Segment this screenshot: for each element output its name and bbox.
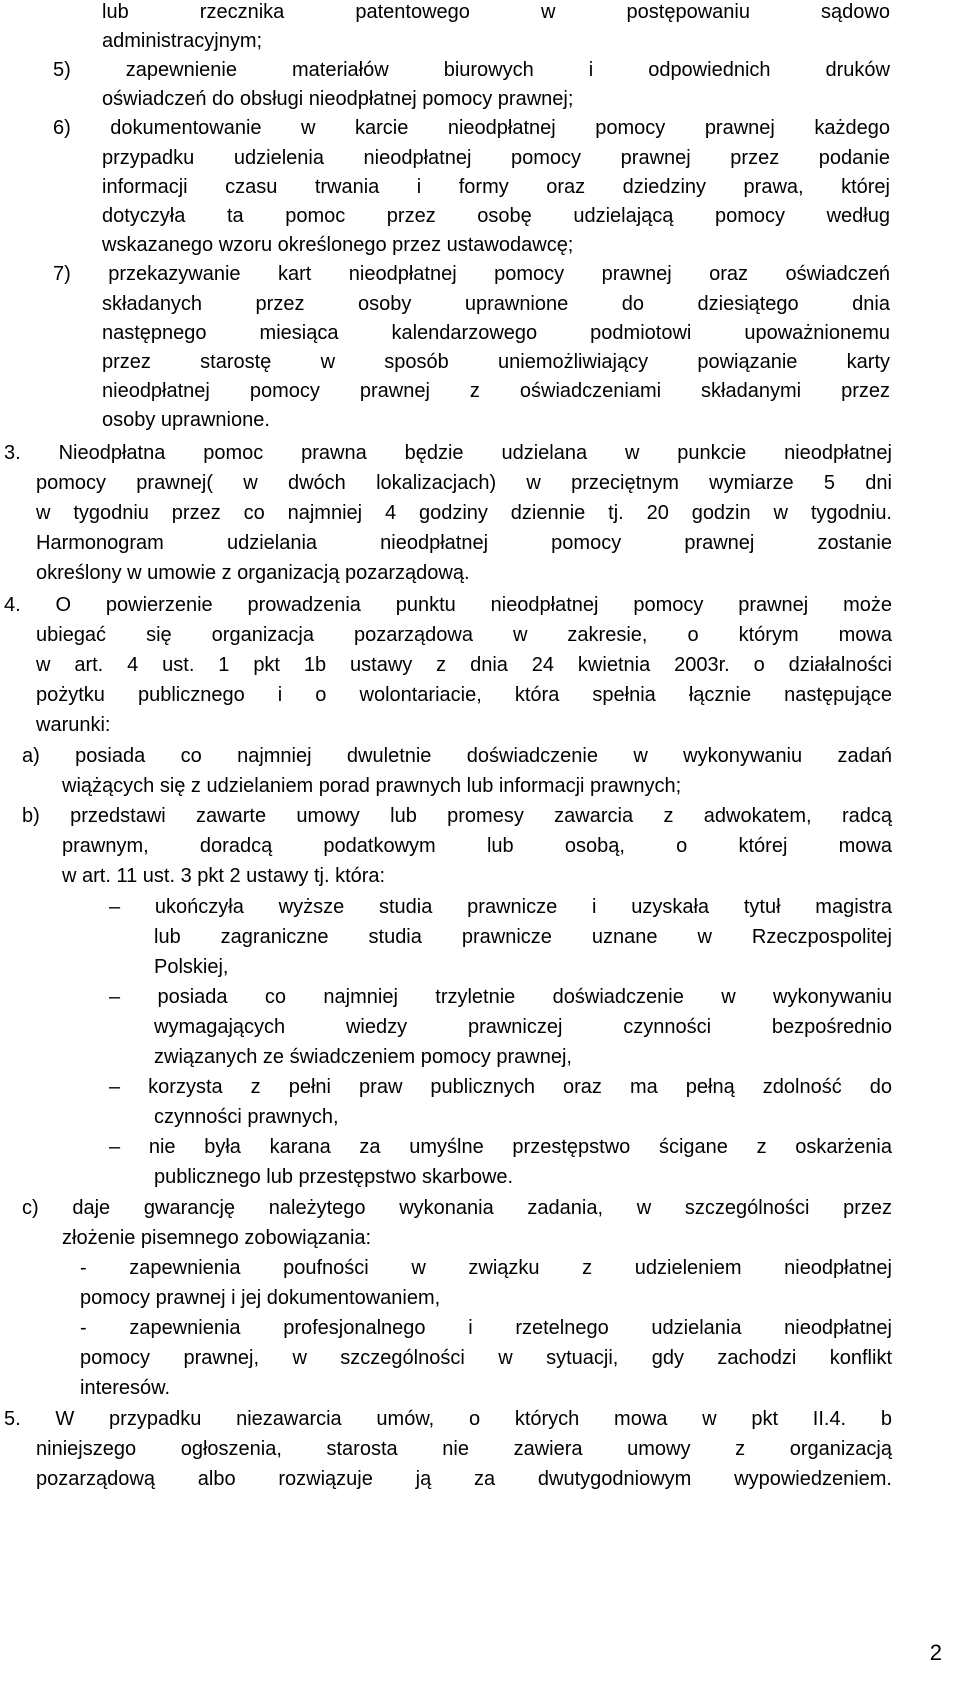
text-line: oświadczeń do obsługi nieodpłatnej pomocy prawnej; (102, 88, 574, 110)
text-line: 7) przekazywanie kart nieodpłatnej pomocy prawnej oraz oświadczeń (53, 263, 890, 285)
text-line: Polskiej, (154, 956, 229, 978)
text-line: w tygodniu przez co najmniej 4 godziny dziennie tj. 20 godzin w tygodniu. (36, 502, 892, 524)
text-line: – posiada co najmniej trzyletnie doświadczenie w wykonywaniu (109, 986, 892, 1008)
text-line: pożytku publicznego i o wolontariacie, która spełnia łącznie następujące (36, 684, 892, 706)
text-line: warunki: (36, 714, 111, 736)
text-line: prawnym, doradcą podatkowym lub osobą, o której mowa (62, 835, 892, 857)
text-line: 3. Nieodpłatna pomoc prawna będzie udzielana w punkcie nieodpłatnej (4, 442, 892, 464)
text-line: administracyjnym; (102, 30, 263, 52)
text-line: 5. W przypadku niezawarcia umów, o których mowa w pkt II.4. b (4, 1408, 892, 1430)
text-line: - zapewnienia poufności w związku z udzieleniem nieodpłatnej (80, 1257, 892, 1279)
text-line: – nie była karana za umyślne przestępstwo ścigane z oskarżenia (109, 1136, 892, 1158)
text-line: nieodpłatnej pomocy prawnej z oświadczeniami składanymi przez (102, 380, 890, 402)
text-line: niniejszego ogłoszenia, starosta nie zawiera umowy z organizacją (36, 1438, 892, 1460)
text-line: b) przedstawi zawarte umowy lub promesy zawarcia z adwokatem, radcą (22, 805, 892, 827)
text-line: ubiegać się organizacja pozarządowa w zakresie, o którym mowa (36, 624, 892, 646)
text-line: pomocy prawnej( w dwóch lokalizacjach) w przeciętnym wymiarze 5 dni (36, 472, 892, 494)
text-line: pozarządową albo rozwiązuje ją za dwutygodniowym wypowiedzeniem. (36, 1468, 892, 1490)
text-line: przez starostę w sposób uniemożliwiający powiązanie karty (102, 351, 890, 373)
text-line: pomocy prawnej i jej dokumentowaniem, (80, 1287, 441, 1309)
text-line: wskazanego wzoru określonego przez ustawodawcę; (102, 234, 574, 256)
text-line: 6) dokumentowanie w karcie nieodpłatnej pomocy prawnej każdego (53, 117, 890, 139)
text-line: wymagających wiedzy prawniczej czynności bezpośrednio (154, 1016, 892, 1038)
text-line: Harmonogram udzielania nieodpłatnej pomocy prawnej zostanie (36, 532, 892, 554)
text-line: w art. 11 ust. 3 pkt 2 ustawy tj. która: (62, 865, 386, 887)
text-line: - zapewnienia profesjonalnego i rzetelnego udzielania nieodpłatnej (80, 1317, 892, 1339)
text-line: następnego miesiąca kalendarzowego podmiotowi upoważnionemu (102, 322, 890, 344)
text-line: wiążących się z udzielaniem porad prawnych lub informacji prawnych; (62, 775, 682, 797)
text-line: czynności prawnych, (154, 1106, 339, 1128)
text-line: związanych ze świadczeniem pomocy prawnej, (154, 1046, 572, 1068)
text-line: interesów. (80, 1377, 171, 1399)
text-line: a) posiada co najmniej dwuletnie doświadczenie w wykonywaniu zadań (22, 745, 892, 767)
text-line: lub zagraniczne studia prawnicze uznane w Rzeczpospolitej (154, 926, 892, 948)
text-line: 5) zapewnienie materiałów biurowych i odpowiednich druków (53, 59, 890, 81)
text-line: określony w umowie z organizacją pozarządową. (36, 562, 470, 584)
text-line: osoby uprawnione. (102, 409, 270, 431)
text-line: pomocy prawnej, w szczególności w sytuacji, gdy zachodzi konflikt (80, 1347, 892, 1369)
text-line: przypadku udzielenia nieodpłatnej pomocy prawnej przez podanie (102, 147, 890, 169)
text-line: w art. 4 ust. 1 pkt 1b ustawy z dnia 24 kwietnia 2003r. o działalności (36, 654, 892, 676)
text-line: informacji czasu trwania i formy oraz dziedziny prawa, której (102, 176, 890, 198)
text-line: c) daje gwarancję należytego wykonania zadania, w szczególności przez (22, 1197, 892, 1219)
text-line: złożenie pisemnego zobowiązania: (62, 1227, 372, 1249)
text-line: dotyczyła ta pomoc przez osobę udzielającą pomocy według (102, 205, 890, 227)
text-line: – korzysta z pełni praw publicznych oraz ma pełną zdolność do (109, 1076, 892, 1098)
text-line: publicznego lub przestępstwo skarbowe. (154, 1166, 514, 1188)
text-line: – ukończyła wyższe studia prawnicze i uzyskała tytuł magistra (109, 896, 892, 918)
page-number: 2 (929, 1640, 942, 1665)
text-line: lub rzecznika patentowego w postępowaniu sądowo (102, 1, 890, 23)
text-line: 4. O powierzenie prowadzenia punktu nieodpłatnej pomocy prawnej może (4, 594, 892, 616)
text-line: składanych przez osoby uprawnione do dziesiątego dnia (102, 293, 890, 315)
